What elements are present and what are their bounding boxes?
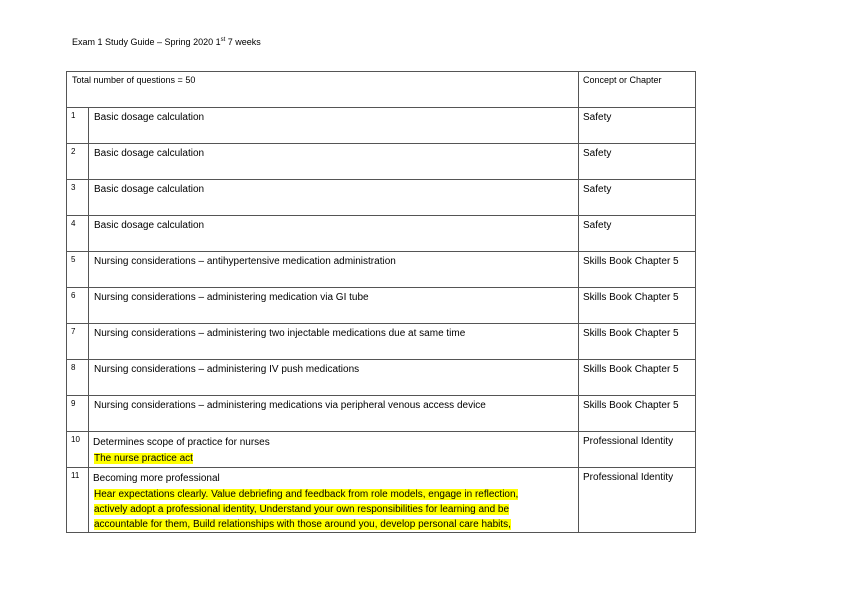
answer-block: [94, 451, 564, 466]
question-number: 11: [67, 468, 89, 533]
question-topic: Basic dosage calculation: [89, 144, 579, 180]
question-concept: Professional Identity: [579, 432, 696, 468]
question-concept: Skills Book Chapter 5: [579, 396, 696, 432]
table-row: [67, 180, 696, 216]
question-topic: Becoming more professional: [93, 473, 220, 484]
table-row: [67, 216, 696, 252]
question-number: 7: [67, 324, 89, 360]
question-topic: Nursing considerations – administering medication via GI tube: [89, 288, 579, 324]
highlighted-answer-line: accountable for them, Build relationships with those around you, develop personal care habits,: [94, 519, 511, 530]
question-concept: Skills Book Chapter 5: [579, 252, 696, 288]
question-concept: Skills Book Chapter 5: [579, 360, 696, 396]
question-concept: Skills Book Chapter 5: [579, 288, 696, 324]
question-concept: Skills Book Chapter 5: [579, 324, 696, 360]
question-topic-cell: [89, 432, 579, 468]
question-topic: Basic dosage calculation: [89, 216, 579, 252]
table-row: [67, 108, 696, 144]
highlighted-answer-line: actively adopt a professional identity, Understand your own responsibilities for learning and be: [94, 504, 510, 515]
concept-header: Concept or Chapter: [579, 72, 696, 108]
total-questions-header: Total number of questions = 50: [67, 72, 579, 108]
question-topic: Basic dosage calculation: [89, 180, 579, 216]
table-row: [67, 396, 696, 432]
question-concept: Safety: [579, 216, 696, 252]
question-number: 10: [67, 432, 89, 468]
question-topic-cell: [89, 468, 579, 533]
answer-block: [94, 487, 564, 532]
question-number: 6: [67, 288, 89, 324]
question-topic: Nursing considerations – administering medications via peripheral venous access device: [89, 396, 579, 432]
question-topic: Nursing considerations – administering two injectable medications due at same time: [89, 324, 579, 360]
question-number: 5: [67, 252, 89, 288]
highlighted-answer: The nurse practice act: [94, 453, 193, 464]
question-topic: Basic dosage calculation: [89, 108, 579, 144]
question-concept: Professional Identity: [579, 468, 696, 533]
study-guide-table: [66, 71, 696, 533]
document-title: [72, 37, 261, 47]
table-row: [67, 432, 696, 468]
title-superscript: st: [220, 37, 226, 43]
question-concept: Safety: [579, 180, 696, 216]
question-concept: Safety: [579, 108, 696, 144]
title-main: Exam 1 Study Guide – Spring 2020 1: [72, 37, 221, 47]
question-concept: Safety: [579, 144, 696, 180]
highlighted-answer-line: Hear expectations clearly. Value debriefing and feedback from role models, engage in reflection,: [94, 489, 519, 500]
table-row: [67, 468, 696, 533]
question-number: 2: [67, 144, 89, 180]
question-number: 9: [67, 396, 89, 432]
question-number: 3: [67, 180, 89, 216]
question-number: 1: [67, 108, 89, 144]
table-row: [67, 288, 696, 324]
table-header-row: [67, 72, 696, 108]
question-topic: Nursing considerations – administering IV push medications: [89, 360, 579, 396]
question-number: 8: [67, 360, 89, 396]
table-row: [67, 324, 696, 360]
title-tail: 7 weeks: [225, 37, 261, 47]
question-topic: Nursing considerations – antihypertensive medication administration: [89, 252, 579, 288]
table-row: [67, 360, 696, 396]
question-number: 4: [67, 216, 89, 252]
table-row: [67, 144, 696, 180]
question-topic: Determines scope of practice for nurses: [93, 437, 270, 448]
table-row: [67, 252, 696, 288]
